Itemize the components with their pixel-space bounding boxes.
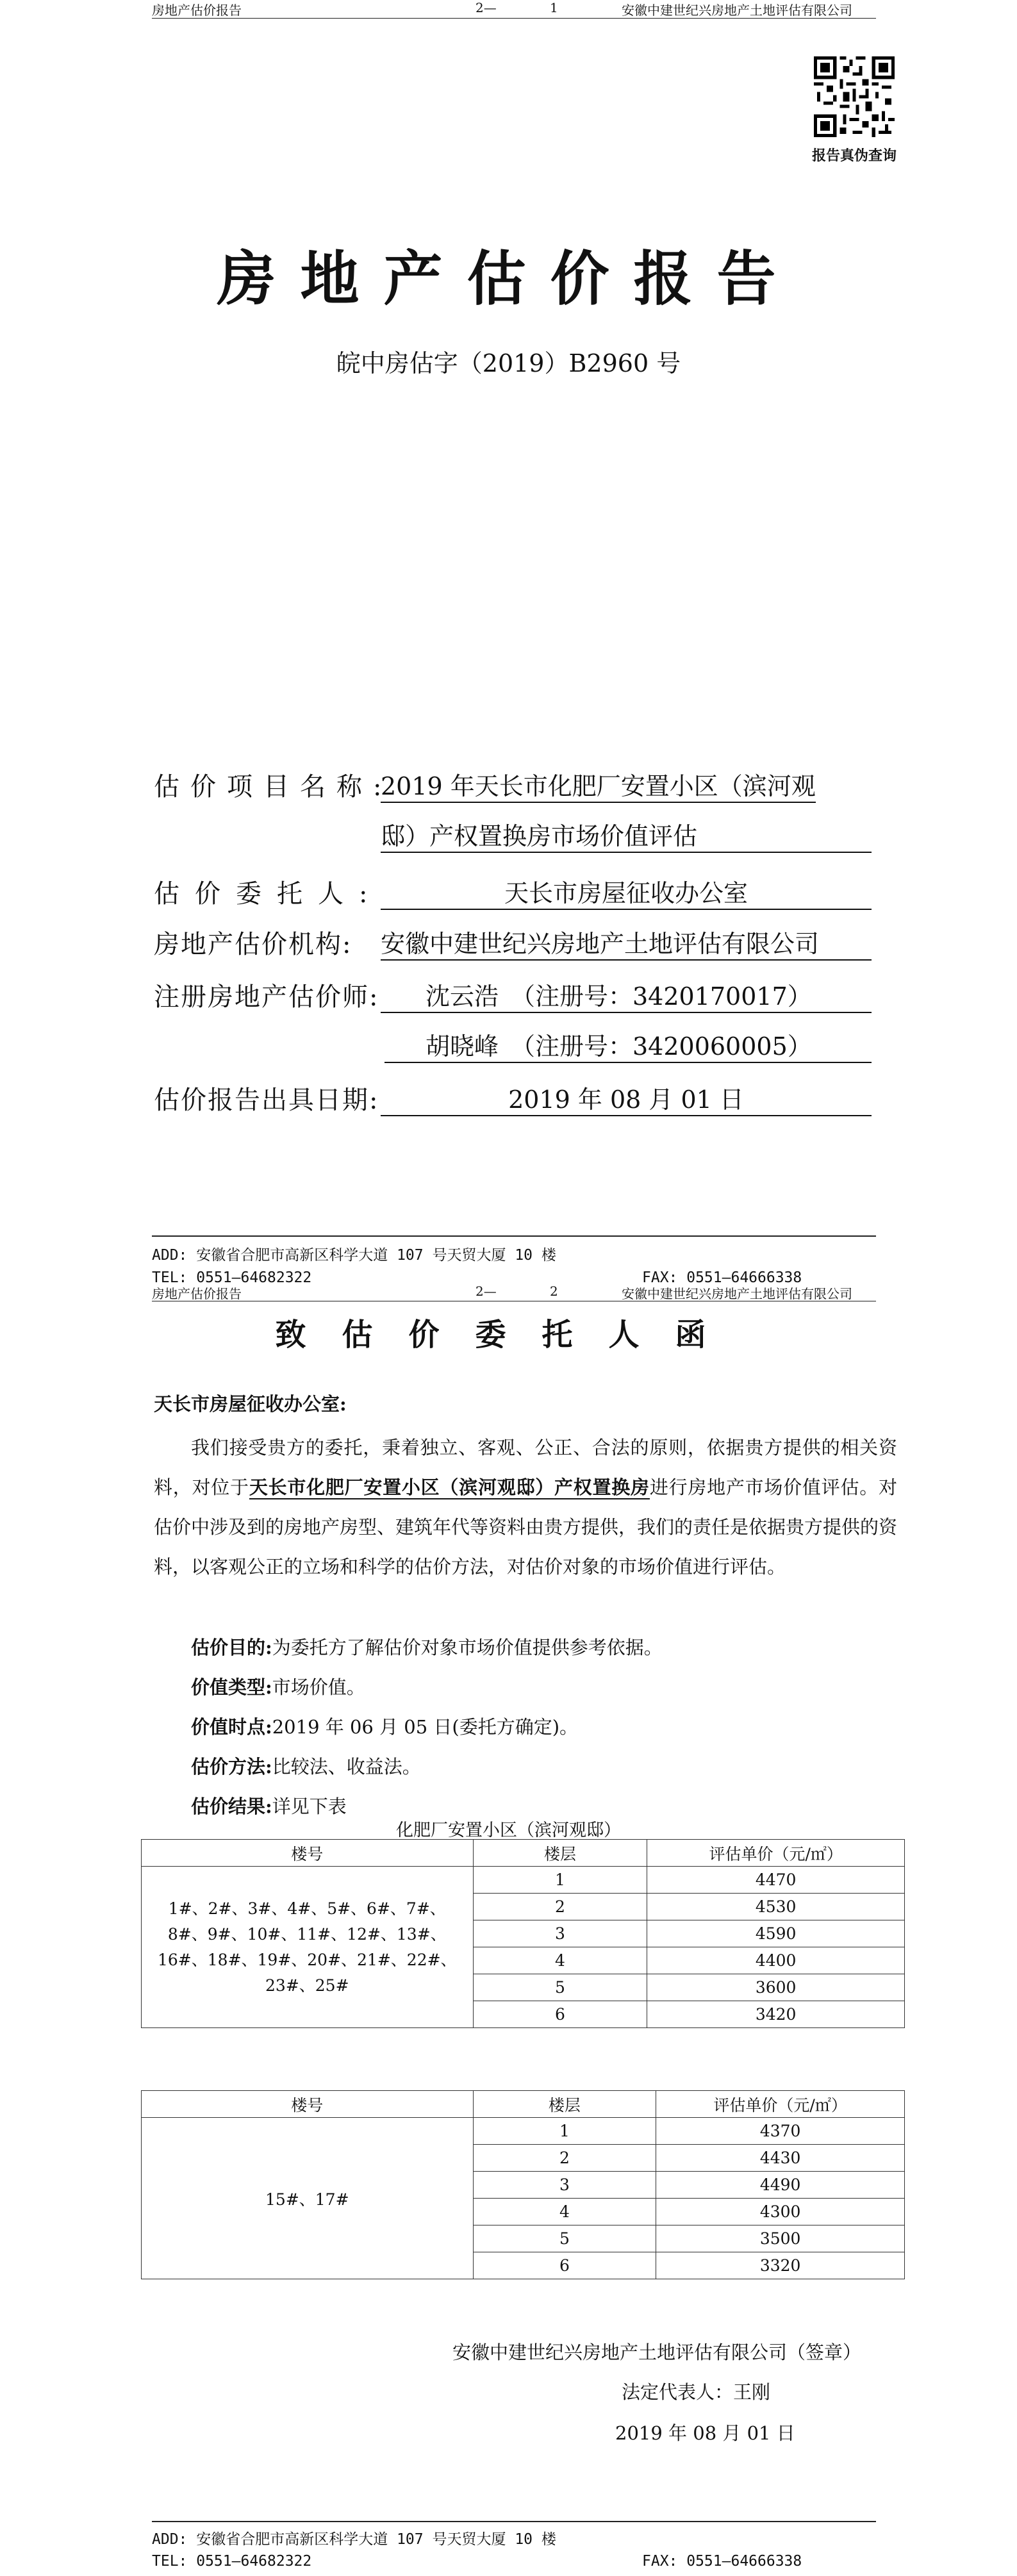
page1-header-rule	[152, 18, 876, 19]
page2-footer-rule	[152, 2521, 876, 2522]
item-purpose-text: 为委托方了解估价对象市场价值提供参考依据。	[272, 1637, 663, 1658]
appraiser-2: 胡晓峰 （注册号：3420060005）	[384, 1027, 872, 1063]
appraiser-label: 注册房地产估价师:	[154, 982, 379, 1012]
page1-header-company: 安徽中建世纪兴房地产土地评估有限公司	[622, 3, 852, 18]
page2-header-left: 房地产估价报告	[152, 1286, 242, 1301]
item-method-label: 估价方法:	[191, 1756, 272, 1778]
table-header-row	[142, 2091, 905, 2118]
floor-cell: 4	[473, 1947, 647, 1974]
report-title: 房地产估价报告	[217, 244, 800, 313]
project-name-label: 估价项目名称:	[154, 772, 393, 802]
page1-footer-rule	[152, 1235, 876, 1237]
table-header-row	[142, 1840, 905, 1867]
item-value-date	[191, 1707, 578, 1747]
item-purpose-label: 估价目的:	[191, 1637, 272, 1658]
item-result-label: 估价结果:	[191, 1796, 272, 1817]
building-list: 1#、2#、3#、4#、5#、6#、7#、8#、9#、10#、11#、12#、13#、16#、18#、19#、20#、21#、22#、23#、25#	[142, 1867, 474, 2028]
client-value: 天长市房屋征收办公室	[381, 873, 872, 910]
floor-cell: 6	[473, 2001, 647, 2028]
col-building: 楼号	[142, 1840, 474, 1867]
item-value-type	[191, 1667, 365, 1707]
floor-cell: 4	[473, 2199, 656, 2225]
col-floor: 楼层	[473, 2091, 656, 2118]
floor-cell: 3	[473, 1920, 647, 1947]
page2-header-company: 安徽中建世纪兴房地产土地评估有限公司	[622, 1286, 852, 1301]
col-price: 评估单价（元/㎡）	[656, 2091, 905, 2118]
letter-body-part-b: 进行房地产市场价值评估。对估价中涉及到的房地产房型、建筑年代等资料由贵方提供，我们的责任是依据贵方提供的资料，以客观公正的立场和科学的估价方法，对估价对象的市场价值进行评估。	[154, 1476, 898, 1578]
signoff-company: 安徽中建世纪兴房地产土地评估有限公司（签章）	[452, 2341, 862, 2363]
appraiser-1: 沈云浩 （注册号：3420170017）	[381, 977, 872, 1013]
price-cell: 4490	[656, 2172, 905, 2199]
item-result-text: 详见下表	[272, 1796, 347, 1817]
report-date-label: 估价报告出具日期:	[154, 1086, 379, 1115]
signoff-date: 2019 年 08 月 01 日	[615, 2422, 795, 2444]
page1-header-page-prefix: 2—	[475, 0, 497, 15]
price-cell: 3420	[647, 2001, 905, 2028]
price-cell: 4400	[647, 1947, 905, 1974]
table-row	[142, 2118, 905, 2145]
item-method-text: 比较法、收益法。	[272, 1756, 421, 1778]
page1-footer-fax: FAX: 0551—64666338	[642, 1269, 802, 1286]
page2-header-page-prefix: 2—	[475, 1284, 497, 1299]
floor-cell: 5	[473, 1974, 647, 2001]
letter-title: 致估价委托人函	[275, 1317, 742, 1353]
report-number: 皖中房估字（2019）B2960 号	[336, 349, 681, 377]
page1-footer-tel: TEL: 0551—64682322	[152, 1269, 312, 1286]
org-label: 房地产估价机构:	[154, 930, 352, 959]
page2-footer-fax: FAX: 0551—64666338	[642, 2553, 802, 2570]
floor-cell: 3	[473, 2172, 656, 2199]
col-building: 楼号	[142, 2091, 474, 2118]
project-name-line1: 2019 年天长市化肥厂安置小区（滨河观	[381, 766, 816, 803]
floor-cell: 6	[473, 2252, 656, 2279]
page2-footer-address: ADD: 安徽省合肥市高新区科学大道 107 号天贸大厦 10 楼	[152, 2531, 556, 2548]
salutation: 天长市房屋征收办公室:	[154, 1393, 347, 1415]
letter-body-part-a: 我们接受贵方的委托，秉着独立、客观、公正、合法的原则，依据贵方提供的相关资料，对位于	[154, 1437, 897, 1498]
floor-cell: 1	[473, 2118, 656, 2145]
price-cell: 4530	[647, 1894, 905, 1920]
project-name-line2: 邸）产权置换房市场价值评估	[381, 816, 872, 853]
table-caption: 化肥厂安置小区（滨河观邸）	[396, 1821, 621, 1840]
item-value-type-text: 市场价值。	[272, 1676, 365, 1698]
page2-footer-tel: TEL: 0551—64682322	[152, 2553, 312, 2570]
page2-header-page-num: 2	[550, 1284, 558, 1299]
price-cell: 4590	[647, 1920, 905, 1947]
qr-caption: 报告真伪查询	[811, 147, 897, 164]
item-purpose	[191, 1628, 663, 1667]
price-cell: 3500	[656, 2225, 905, 2252]
col-floor: 楼层	[473, 1840, 647, 1867]
floor-cell: 1	[473, 1867, 647, 1894]
table-row	[142, 1867, 905, 1894]
item-value-date-label: 价值时点:	[191, 1716, 272, 1738]
col-price: 评估单价（元/㎡）	[647, 1840, 905, 1867]
price-cell: 4300	[656, 2199, 905, 2225]
page1-header-left: 房地产估价报告	[152, 3, 242, 18]
price-cell: 3320	[656, 2252, 905, 2279]
page1-header-page-num: 1	[550, 0, 558, 15]
report-date-value: 2019 年 08 月 01 日	[381, 1080, 872, 1116]
qr-code-icon[interactable]	[814, 56, 895, 137]
floor-cell: 2	[473, 2145, 656, 2172]
client-label: 估价委托人:	[154, 879, 383, 909]
org-value: 安徽中建世纪兴房地产土地评估有限公司	[381, 924, 872, 961]
page1-footer-address: ADD: 安徽省合肥市高新区科学大道 107 号天贸大厦 10 楼	[152, 1247, 556, 1264]
signoff-representative: 法定代表人：王刚	[622, 2381, 771, 2403]
floor-cell: 5	[473, 2225, 656, 2252]
building-list: 15#、17#	[142, 2118, 474, 2279]
floor-cell: 2	[473, 1894, 647, 1920]
price-cell: 4470	[647, 1867, 905, 1894]
letter-body-subject: 天长市化肥厂安置小区（滨河观邸）产权置换房	[249, 1476, 650, 1498]
price-table-2	[141, 2090, 905, 2279]
price-cell: 4430	[656, 2145, 905, 2172]
price-cell: 4370	[656, 2118, 905, 2145]
price-cell: 3600	[647, 1974, 905, 2001]
item-value-date-text: 2019 年 06 月 05 日(委托方确定)。	[272, 1716, 579, 1738]
item-value-type-label: 价值类型:	[191, 1676, 272, 1698]
item-method	[191, 1747, 421, 1787]
letter-body	[154, 1428, 897, 1587]
price-table-1	[141, 1839, 905, 2028]
